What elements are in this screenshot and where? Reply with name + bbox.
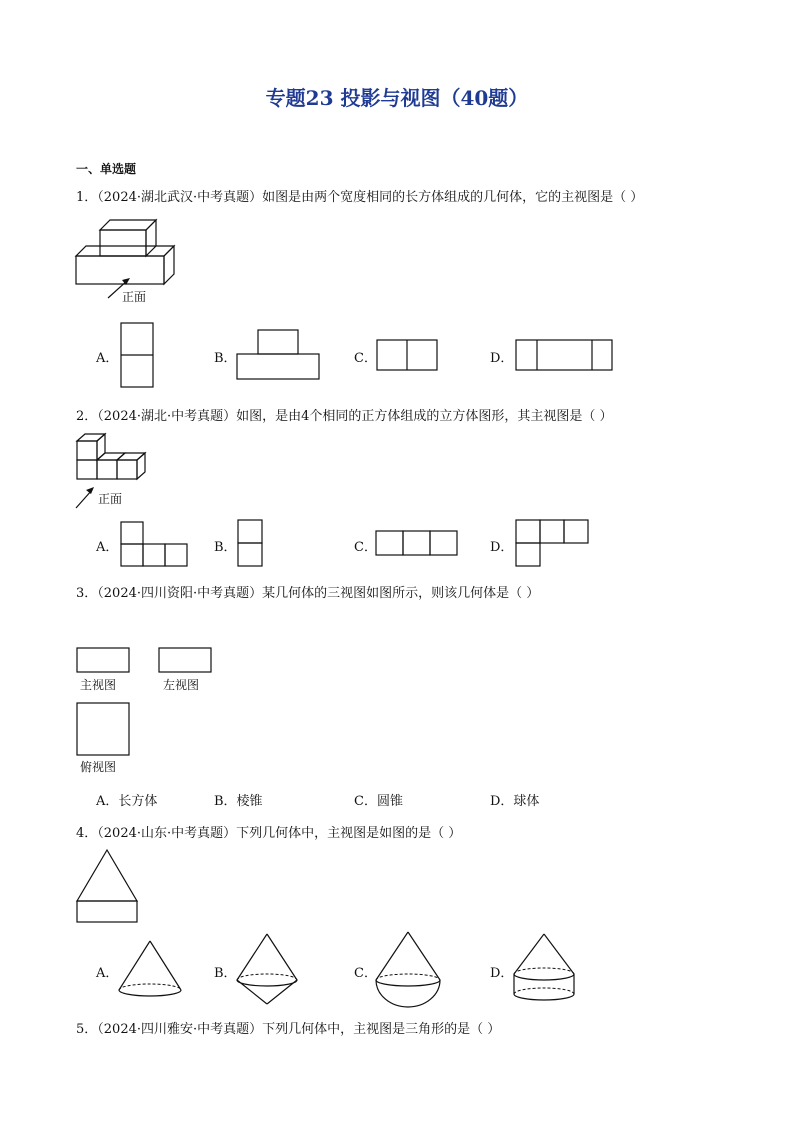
q3-top-view-figure (76, 702, 132, 758)
q2-option-c-figure[interactable] (375, 530, 459, 558)
q4-option-b-double-cone[interactable] (235, 932, 299, 1008)
q4-option-d-cone-cylinder[interactable] (512, 932, 578, 1006)
q3-option-d[interactable]: D．球体 (490, 794, 540, 809)
q3-option-b[interactable]: B．棱锥 (214, 794, 263, 809)
q3-left-view-label: 左视图 (163, 678, 200, 692)
q1-option-a-label[interactable]: A． (96, 351, 119, 366)
q2-option-a-figure[interactable] (120, 521, 190, 569)
q2-option-d-figure[interactable] (515, 519, 591, 569)
q4-option-d-label[interactable]: D． (490, 966, 514, 981)
q1-option-a-figure[interactable] (120, 322, 156, 388)
q4-option-a-cone[interactable] (117, 938, 185, 1002)
page-title: 专题23 投影与视图（40题） (265, 86, 529, 110)
q4-front-view-figure (75, 848, 141, 926)
q3-front-view-figure (76, 647, 132, 675)
q1-option-b-figure[interactable] (236, 329, 322, 381)
question-1-stem: 1．（2024·湖北武汉·中考真题）如图是由两个宽度相同的长方体组成的几何体，它的主视图是（ ） (76, 190, 644, 205)
q3-option-a[interactable]: A．长方体 (96, 794, 158, 809)
q2-option-b-figure[interactable] (237, 519, 265, 569)
section-heading: 一、单选题 (76, 162, 137, 176)
q1-option-b-label[interactable]: B． (214, 351, 237, 366)
q4-option-c-cone-hemisphere[interactable] (374, 930, 442, 1012)
question-4-stem: 4．（2024·山东·中考真题）下列几何体中，主视图是如图的是（ ） (76, 826, 462, 841)
q1-option-d-figure[interactable] (515, 339, 615, 373)
q3-top-view-label: 俯视图 (80, 760, 117, 774)
q2-option-b-label[interactable]: B． (214, 540, 237, 555)
q3-front-view-label: 主视图 (80, 678, 117, 692)
q1-option-c-figure[interactable] (376, 339, 440, 373)
q1-front-label: 正面 (122, 290, 147, 304)
q4-option-c-label[interactable]: C． (354, 966, 377, 981)
question-3-stem: 3．（2024·四川资阳·中考真题）某几何体的三视图如图所示，则该几何体是（ ） (76, 586, 540, 601)
q1-option-c-label[interactable]: C． (354, 351, 377, 366)
q2-option-a-label[interactable]: A． (96, 540, 119, 555)
q4-option-b-label[interactable]: B． (214, 966, 237, 981)
question-5-stem: 5．（2024·四川雅安·中考真题）下列几何体中，主视图是三角形的是（ ） (76, 1022, 501, 1037)
q4-option-a-label[interactable]: A． (96, 966, 119, 981)
question-2-stem: 2．（2024·湖北·中考真题）如图，是由4个相同的正方体组成的立方体图形，其主视图是（ ） (76, 409, 613, 424)
q2-option-d-label[interactable]: D． (490, 540, 514, 555)
q3-left-view-figure (158, 647, 214, 675)
q2-option-c-label[interactable]: C． (354, 540, 377, 555)
q3-option-c[interactable]: C．圆锥 (354, 794, 403, 809)
q1-option-d-label[interactable]: D． (490, 351, 514, 366)
q2-front-label: 正面 (98, 492, 123, 506)
